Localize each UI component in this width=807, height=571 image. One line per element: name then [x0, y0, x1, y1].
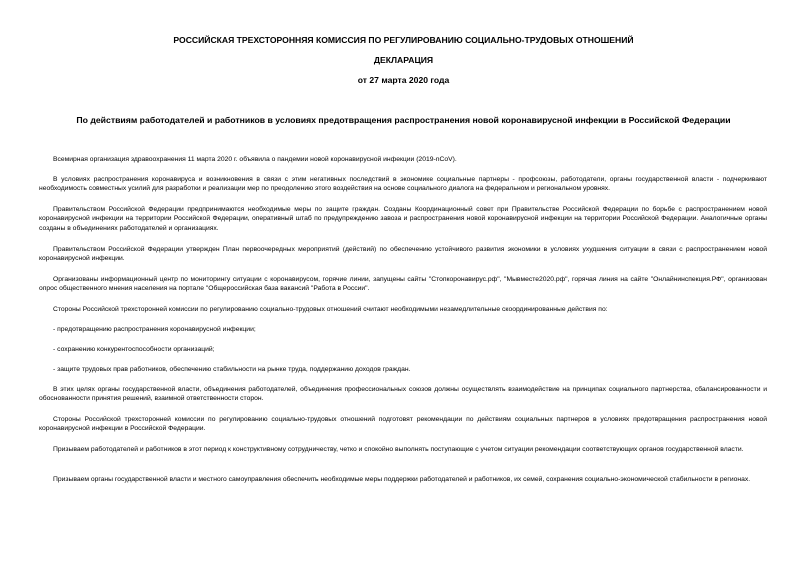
- paragraph-cooperation-call: Призываем работодателей и работников в этот период к конструктивному сотрудничеству, четко и спокойно выполнять поступающие с учетом ситуации рекомендации соответствующих органов государственной власти.: [53, 446, 744, 453]
- document-date: от 27 марта 2020 года: [357, 75, 450, 85]
- paragraph-support-call: Призываем органы государственной власти и местного самоуправления обеспечить необходимые меры поддержки работодателей и работников, их семей, сохранения социально-экономической стабильности в регионах.: [53, 476, 751, 483]
- list-item-prevention: - предотвращению распространения коронавирусной инфекции;: [53, 326, 256, 333]
- document-type: ДЕКЛАРАЦИЯ: [373, 55, 434, 65]
- paragraph-government-measures: Правительством Российской Федерации предпринимаются необходимые меры по защите граждан. Созданы Координационный совет при Правительстве Российской Федерации по борьбе с распространением новой коронавирусной инфекции на территории Российской Федерации, оперативный штаб по предупреждению завоза и распространения новой коронавирусной инфекции на территории Российской Федерации. Аналогичные органы созданы в объединениях работодателей и организациях.: [39, 206, 767, 232]
- list-item-labor-rights: - защите трудовых прав работников, обеспечению стабильности на рынке труда, поддержанию доходов граждан.: [53, 366, 411, 373]
- paragraph-information-center: Организованы информационный центр по мониторингу ситуации с коронавирусом, горячие линии, запущены сайты "Стопкоронавирус.рф", "Мывместе2020.рф", горячая линия на сайте "Онлайнинспекция.РФ", организован опрос общественного мнения населения на портале "Общероссийская база вакансий "Работа в России".: [39, 276, 767, 293]
- paragraph-action-plan: Правительством Российской Федерации утвержден План первоочередных мероприятий (действий) по обеспечению устойчивого развития экономики в условиях ухудшения ситуации в связи с распространением новой коронавирусной инфекции.: [39, 246, 767, 263]
- declaration-subtitle: По действиям работодателей и работников в условиях предотвращения распространения новой коронавирусной инфекции в Российской Федерации: [76, 115, 731, 125]
- paragraph-pandemic: Всемирная организация здравоохранения 11 марта 2020 г. объявила о пандемии новой коронавирусной инфекции (2019-nCoV).: [53, 156, 457, 163]
- paragraph-parties-actions: Стороны Российской трехсторонней комиссии по регулированию социально-трудовых отношений считают необходимыми незамедлительные скоординированные действия по:: [53, 306, 608, 313]
- list-item-competitiveness: - сохранению конкурентоспособности организаций;: [53, 346, 215, 353]
- paragraph-social-partners: В условиях распространения коронавируса и возникновения в связи с этим негативных последствий в экономике социальные партнеры - профсоюзы, работодатели, органы государственной власти - подчеркивают необходимость совместных усилий для разработки и реализации мер по преодолению этого воздействия на основе социального диалога на федеральном и региональном уровнях.: [39, 176, 767, 193]
- paragraph-interaction: В этих целях органы государственной власти, объединения работодателей, объединения профессиональных союзов должны осуществлять взаимодействие на принципах социального партнерства, сбалансированности и обоснованности принятия решений, взаимной ответственности сторон.: [39, 386, 767, 403]
- paragraph-recommendations: Стороны Российской трехсторонней комиссии по регулированию социально-трудовых отношений подготовят рекомендации по действиям социальных партнеров в условиях предотвращения распространения новой коронавирусной инфекции в Российской Федерации.: [39, 416, 767, 433]
- commission-title: РОССИЙСКАЯ ТРЕХСТОРОННЯЯ КОМИССИЯ ПО РЕГУЛИРОВАНИЮ СОЦИАЛЬНО-ТРУДОВЫХ ОТНОШЕНИЙ: [173, 35, 634, 45]
